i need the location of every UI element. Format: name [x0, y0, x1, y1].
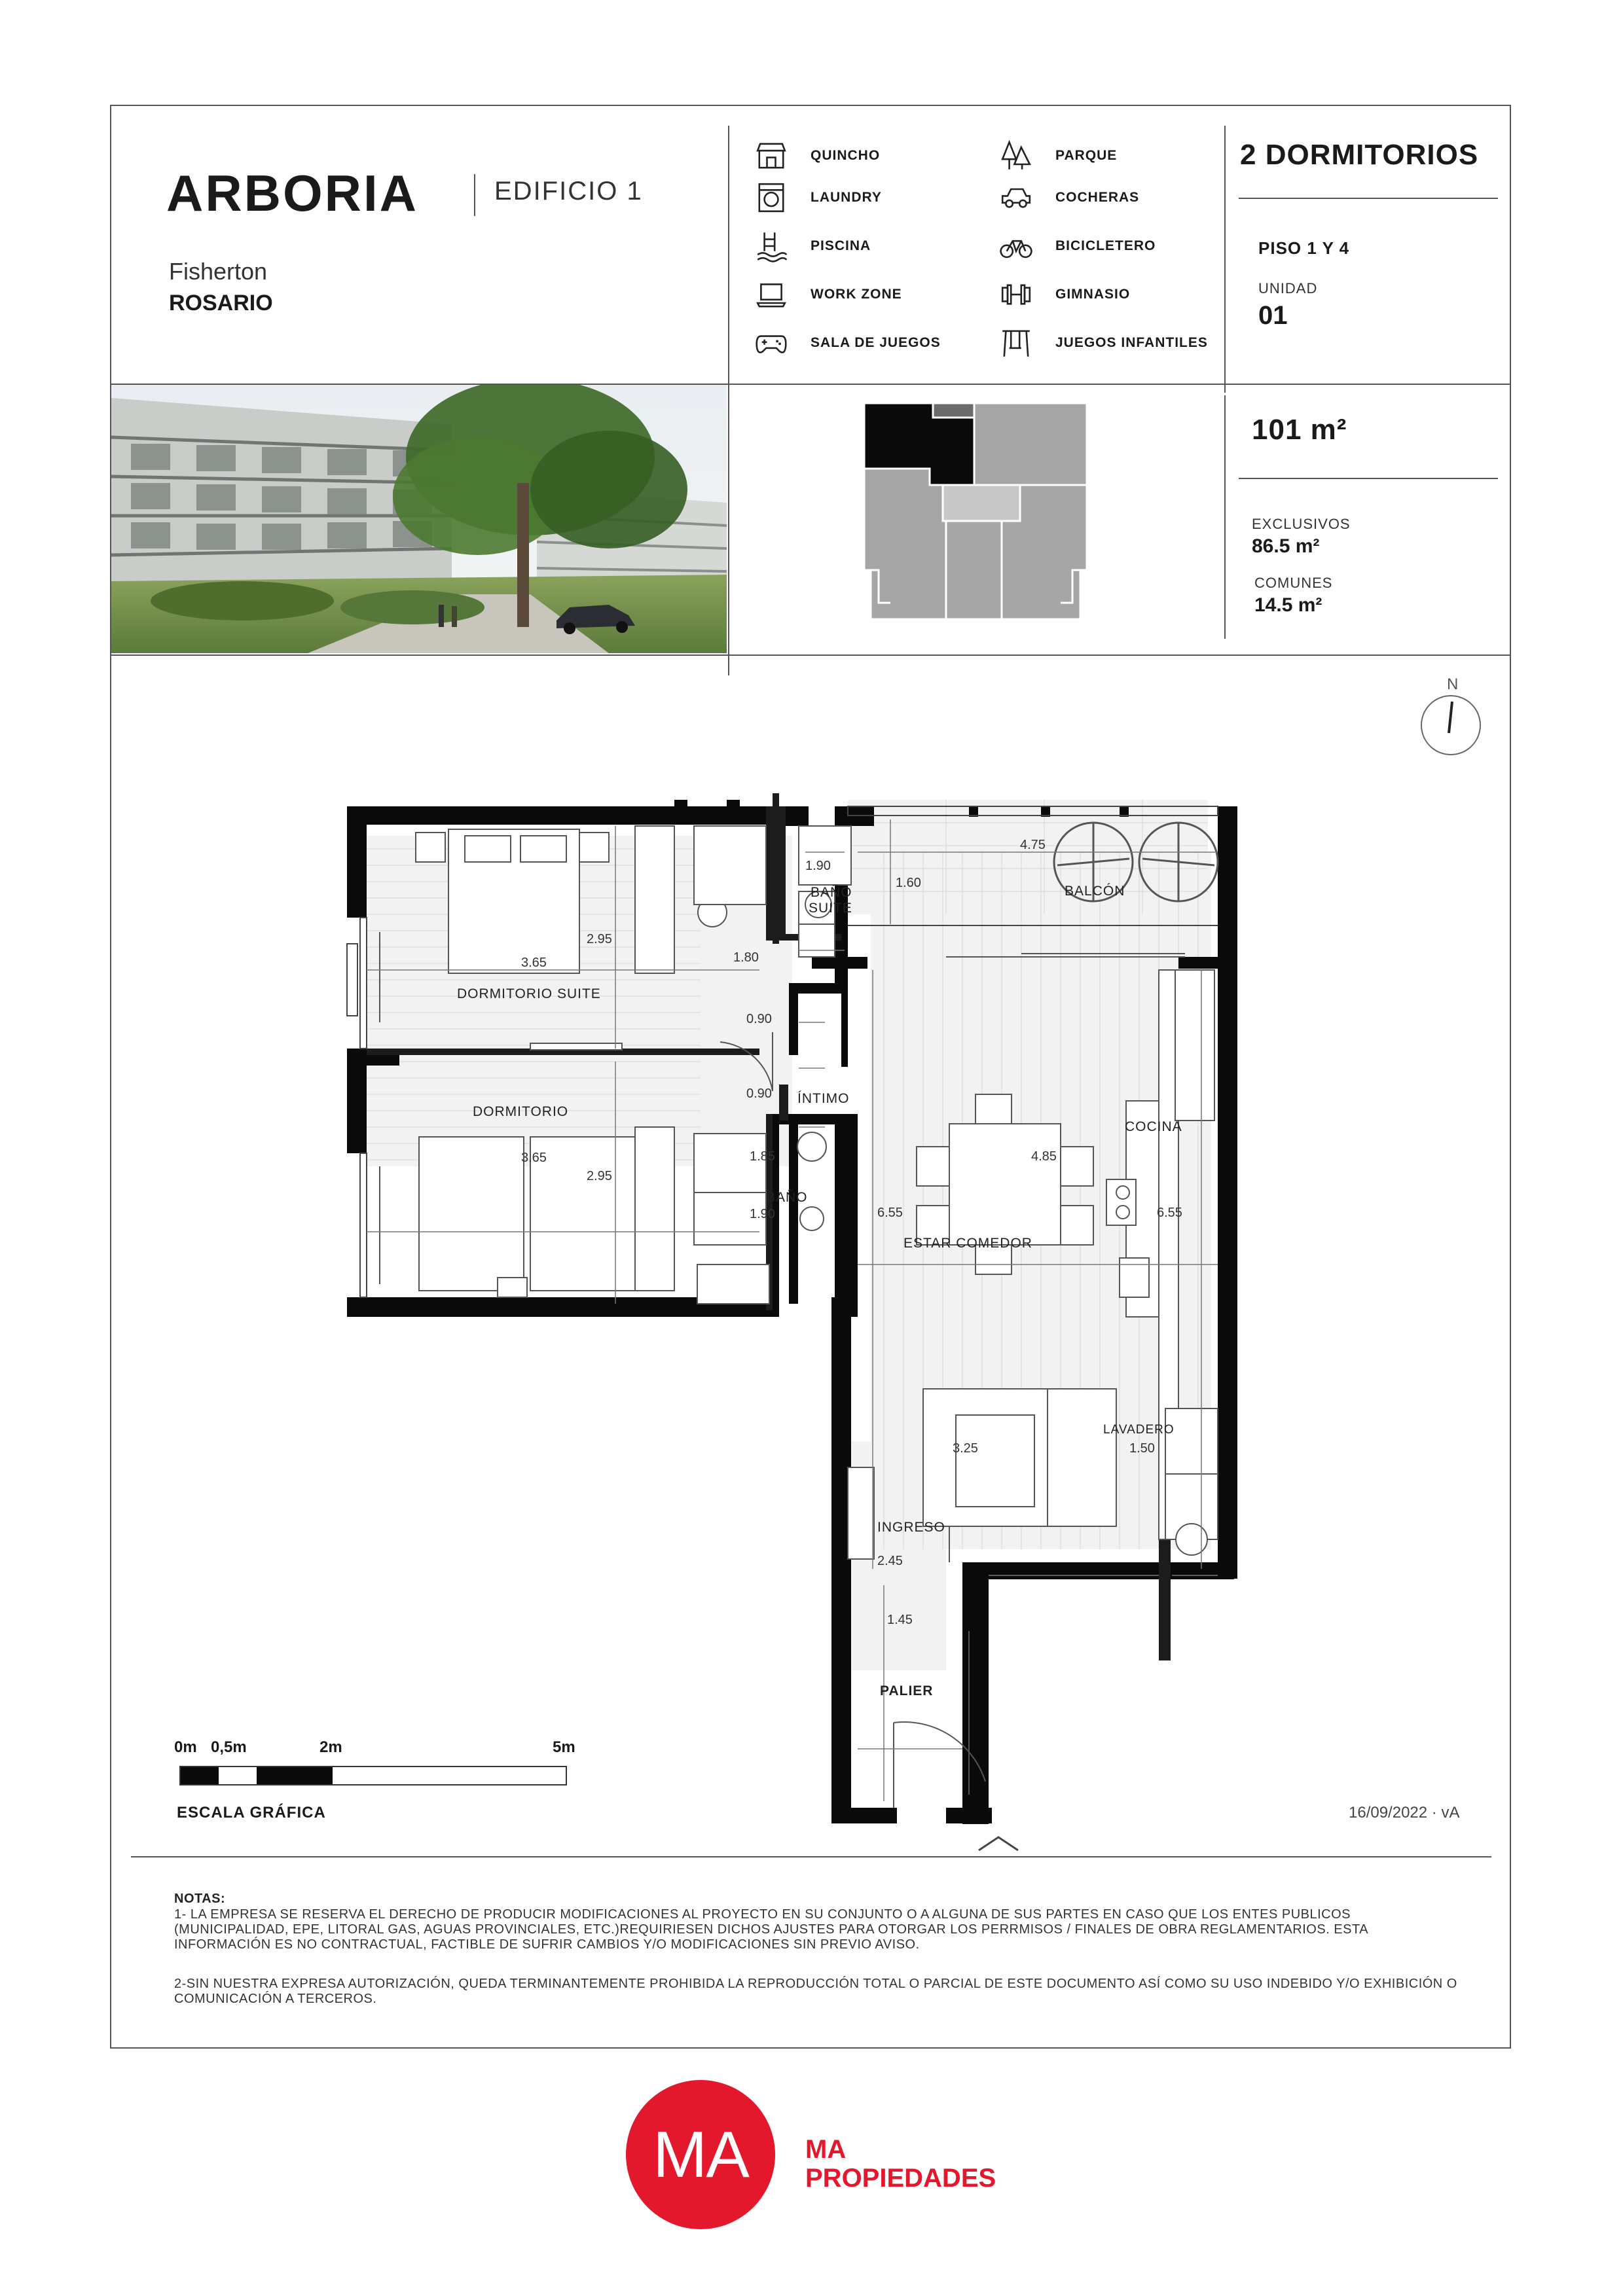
dim-ingreso-height: 2.45: [877, 1554, 903, 1568]
exclusive-value: 86.5 m²: [1252, 535, 1320, 557]
amenity-label: PARQUE: [1055, 148, 1118, 163]
room-balcon: BALCÓN: [1065, 884, 1125, 899]
scale-title: ESCALA GRÁFICA: [177, 1804, 326, 1821]
unit-number: 01: [1258, 301, 1288, 330]
room-dormitorio-suite: DORMITORIO SUITE: [457, 986, 601, 1001]
scale-label-05: 0,5m: [211, 1738, 247, 1756]
building-name: EDIFICIO 1: [494, 177, 643, 206]
version-date: 16/09/2022 · vA: [1349, 1804, 1460, 1821]
room-bano: BAÑO: [766, 1190, 808, 1205]
common-label: COMUNES: [1254, 575, 1333, 591]
neighborhood: Fisherton: [169, 258, 268, 285]
room-bano-suite-1: BAÑO: [811, 885, 852, 900]
amenity-label: QUINCHO: [811, 148, 881, 163]
room-ingreso: INGRESO: [877, 1520, 945, 1535]
brand-name-line1: MA: [805, 2135, 847, 2164]
amenity-label: WORK ZONE: [811, 287, 902, 302]
amenity-label: COCHERAS: [1055, 190, 1140, 205]
dim-suite-bath-width-2: 1.80: [733, 950, 759, 965]
dim-suite-width: 3.65: [521, 956, 547, 970]
dim-living-width: 4.85: [1031, 1149, 1057, 1164]
scale-bar: [179, 1766, 567, 1785]
floor-plan-drawing: [111, 106, 1512, 2050]
brand-name-line2: PROPIEDADES: [805, 2164, 996, 2193]
dim-dorm-width: 3.65: [521, 1151, 547, 1165]
city: ROSARIO: [169, 291, 273, 315]
amenity-label: BICICLETERO: [1055, 238, 1156, 253]
scale-label-5: 5m: [553, 1738, 575, 1756]
unit-floors: PISO 1 Y 4: [1258, 238, 1350, 258]
room-estar-comedor: ESTAR COMEDOR: [903, 1236, 1032, 1251]
brand-logo: [626, 2080, 775, 2229]
scale-label-2: 2m: [319, 1738, 342, 1756]
dim-dorm-height: 2.95: [587, 1169, 612, 1183]
room-dormitorio: DORMITORIO: [473, 1104, 569, 1119]
dim-bath-width: 1.90: [750, 1207, 775, 1221]
dim-bath-height: 1.85: [750, 1149, 775, 1164]
dim-suite-height: 2.95: [587, 932, 612, 946]
room-palier: PALIER: [880, 1683, 934, 1698]
room-intimo: ÍNTIMO: [797, 1091, 850, 1106]
scale-label-0: 0m: [174, 1738, 197, 1756]
notes-title: NOTAS:: [174, 1892, 226, 1906]
dim-ingreso-width: 1.45: [887, 1613, 913, 1627]
dim-entry-width: 3.25: [953, 1441, 978, 1456]
scale-segment-2: [257, 1767, 333, 1784]
room-lavadero: LAVADERO: [1103, 1423, 1175, 1437]
total-area: 101 m²: [1252, 414, 1347, 446]
room-cocina: COCINA: [1125, 1119, 1182, 1134]
amenity-label: PISCINA: [811, 238, 871, 253]
dim-balcon-width: 4.75: [1020, 838, 1046, 852]
amenity-label: LAUNDRY: [811, 190, 882, 205]
unit-type: 2 DORMITORIOS: [1240, 139, 1479, 171]
floor-plan: [111, 106, 1512, 2050]
north-label: N: [1447, 675, 1459, 693]
sheet-frame: [110, 105, 1511, 2049]
project-name: ARBORIA: [166, 164, 418, 222]
note-2: 2-SIN NUESTRA EXPRESA AUTORIZACIÓN, QUEDA TERMINANTEMENTE PROHIBIDA LA REPRODUCCIÓN TOTAL O PARCIAL DE ESTE DOCUMENTO ASÍ COMO SU USO INDEBIDO Y/O EXHIBICIÓN O COMUNICACIÓN A TERCEROS.: [174, 1977, 1457, 2006]
brand-logo-text: MA: [653, 2117, 748, 2191]
note-1: 1- LA EMPRESA SE RESERVA EL DERECHO DE PRODUCIR MODIFICACIONES AL PROYECTO EN SU CONJUNTO O A ALGUNA DE SUS PARTES EN CASO QUE LOS ENTES PUBLICOS (MUNICIPALIDAD, EPE, LITORAL GAS, AGUAS PROVINCIALES, ETC.)REQUIRIESEN DICHOS AJUSTES PARA OTORGAR LOS PERRMISOS / FINALES DE OBRA REGLAMENTARIOS. ESTA INFORMACIÓN ES NO CONTRACTUAL, FACTIBLE DE SUFRIR CAMBIOS Y/O MODIFICACIONES SIN PREVIO AVISO.: [174, 1907, 1368, 1952]
exclusive-label: EXCLUSIVOS: [1252, 516, 1351, 532]
brand-name: [805, 2135, 996, 2193]
amenity-label: SALA DE JUEGOS: [811, 335, 941, 350]
dim-lavadero-width: 1.50: [1129, 1441, 1155, 1456]
dim-hall-2: 0.90: [746, 1086, 772, 1101]
amenity-label: GIMNASIO: [1055, 287, 1131, 302]
common-value: 14.5 m²: [1254, 594, 1322, 616]
dim-living-height-2: 6.55: [1157, 1206, 1182, 1220]
scale-segment-1: [181, 1767, 219, 1784]
amenity-label: JUEGOS INFANTILES: [1055, 335, 1208, 350]
unit-label: UNIDAD: [1258, 280, 1318, 296]
room-bano-suite-2: SUITE: [809, 901, 852, 916]
dim-hall-1: 0.90: [746, 1012, 772, 1026]
dim-suite-bath-width: 1.90: [805, 859, 831, 873]
dim-balcon-height: 1.60: [896, 876, 921, 890]
dim-living-height: 6.55: [877, 1206, 903, 1220]
notes-divider: [131, 1856, 1491, 1857]
